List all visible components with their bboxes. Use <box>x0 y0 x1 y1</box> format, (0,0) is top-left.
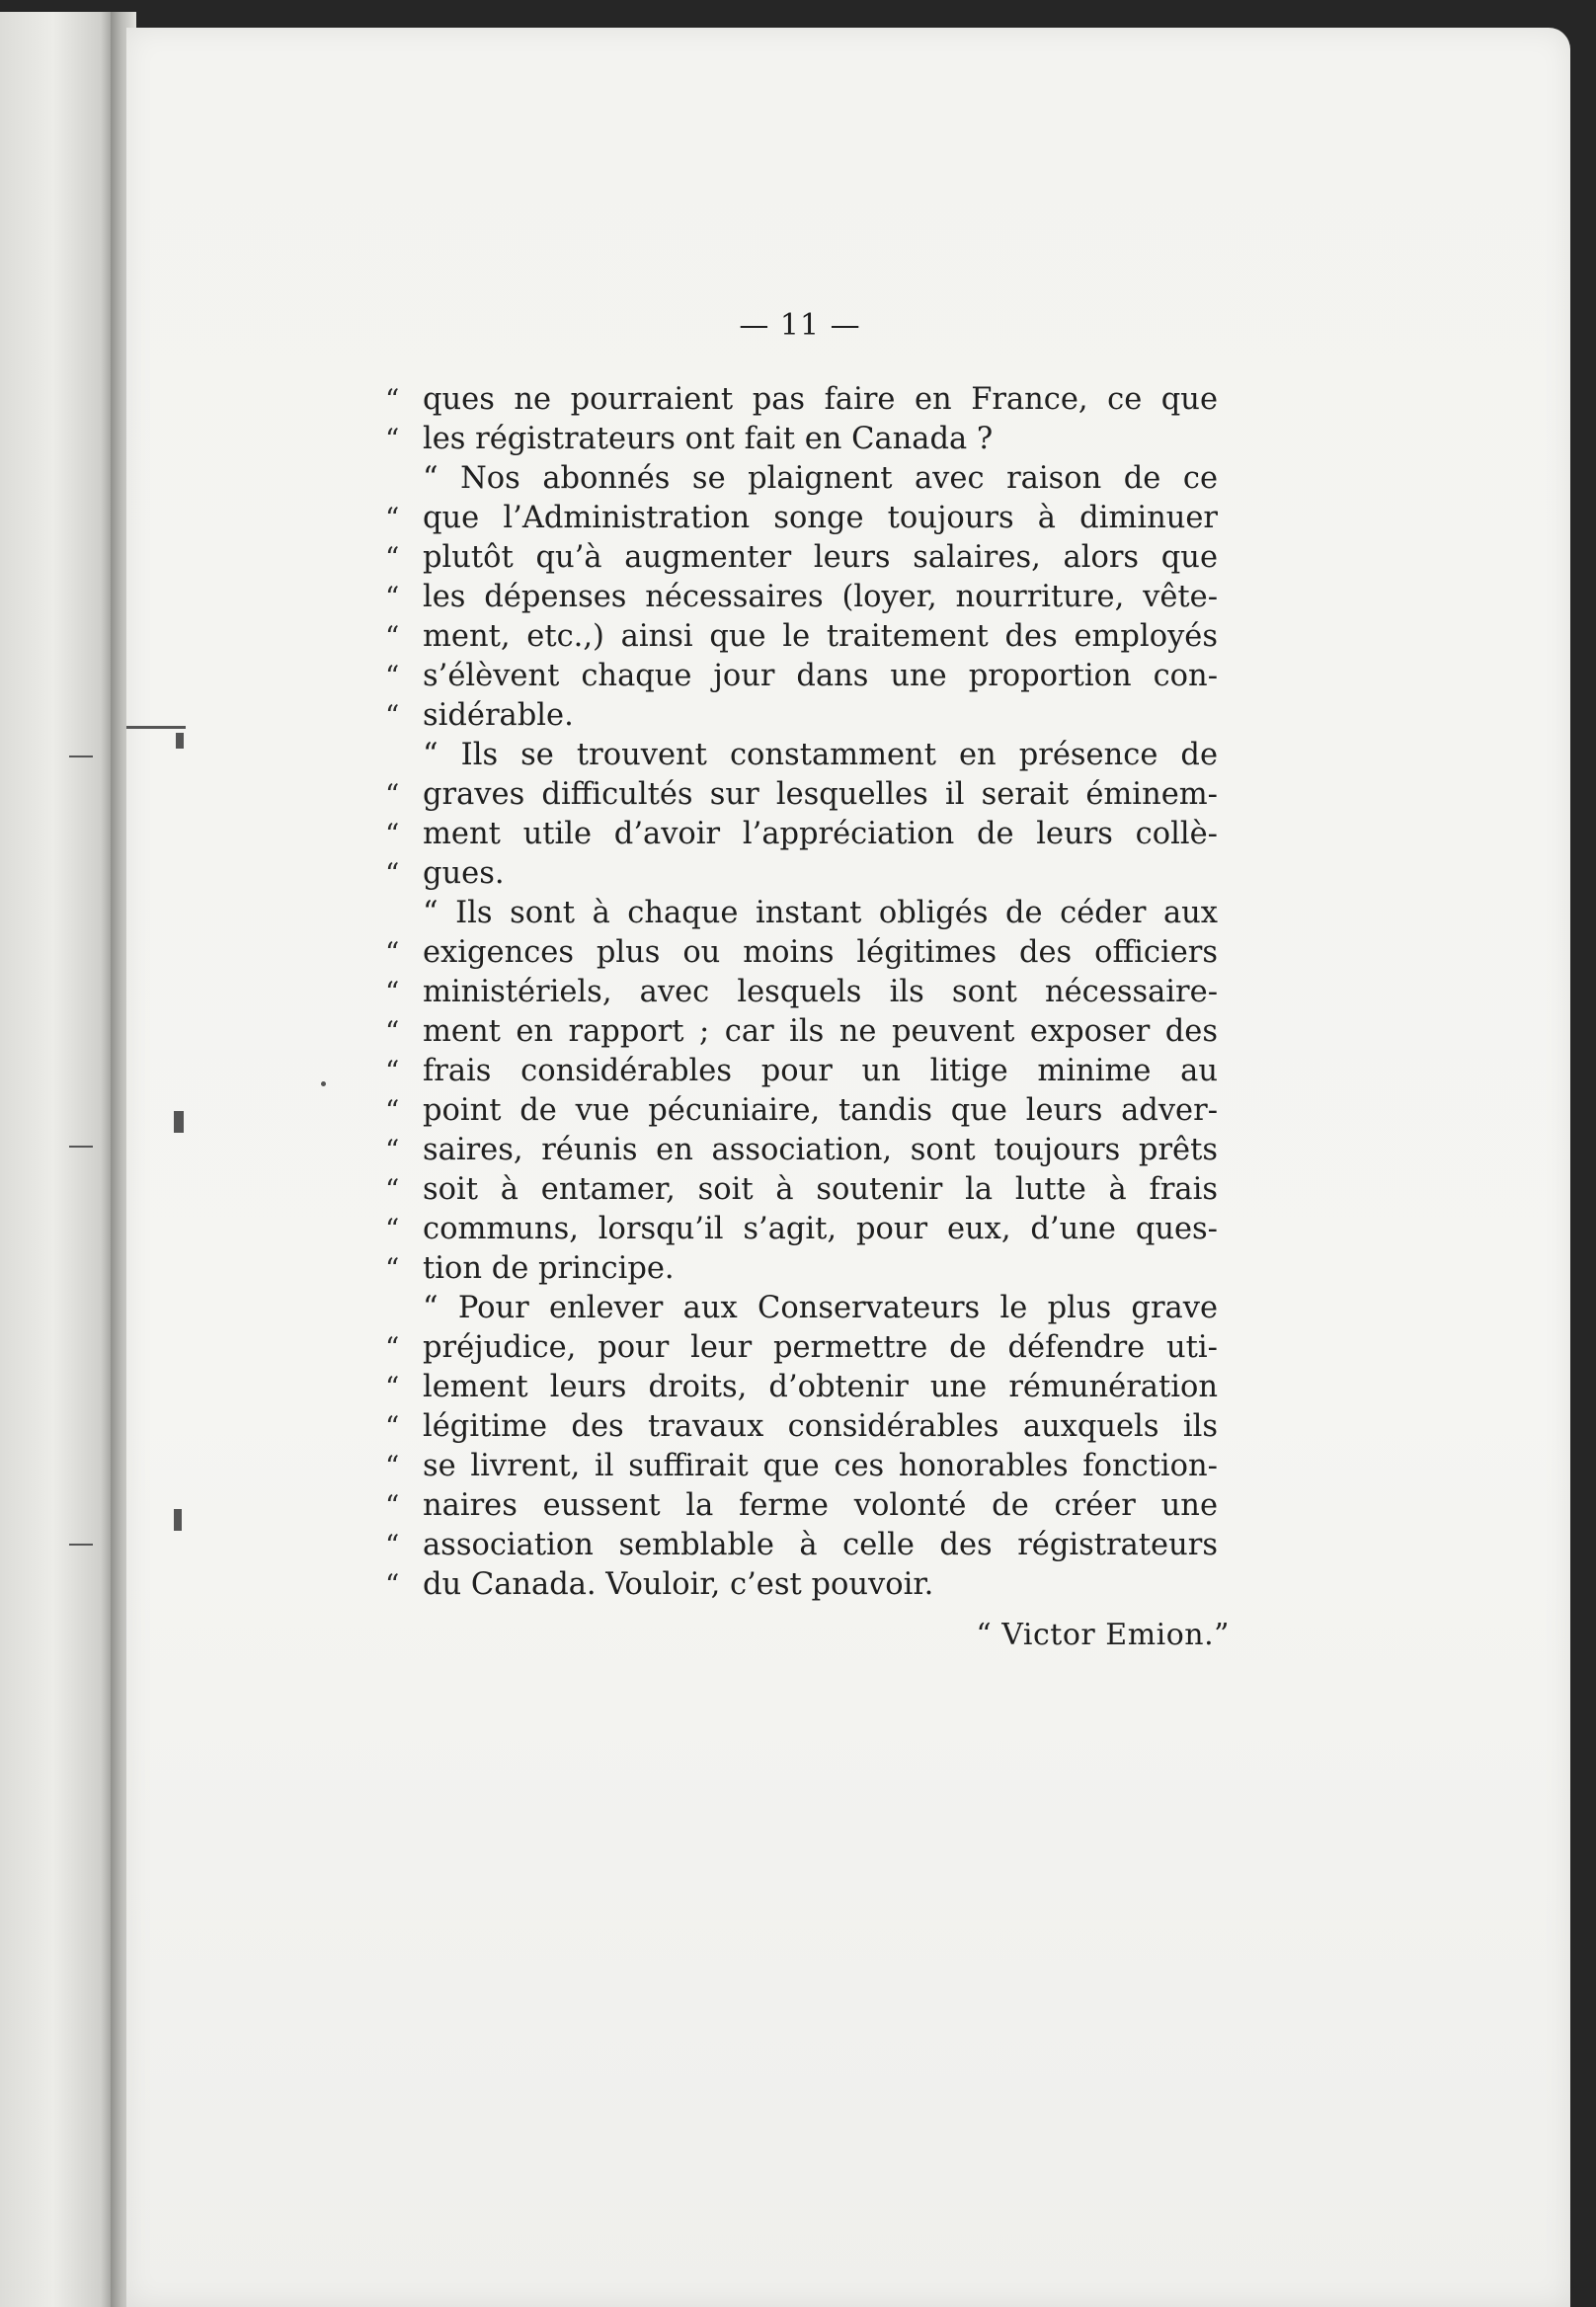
quote-mark: “ <box>385 1489 400 1522</box>
text-line: communs, lorsqu’il s’agit, pour eux, d’une ques- <box>423 1212 1218 1246</box>
text-line: lement leurs droits, d’obtenir une rémunération <box>423 1370 1218 1404</box>
text-line: point de vue pécuniaire, tandis que leurs adver- <box>423 1093 1218 1128</box>
text-line: ministériels, avec lesquels ils sont nécessaire- <box>423 975 1218 1009</box>
quote-mark: “ <box>385 541 400 574</box>
quote-mark: “ <box>385 1094 400 1127</box>
text-line: soit à entamer, soit à soutenir la lutte à frais <box>423 1172 1218 1207</box>
quote-mark: “ <box>385 1015 400 1048</box>
text-line: sidérable. <box>423 698 574 733</box>
text-line: plutôt qu’à augmenter leurs salaires, alors que <box>423 540 1218 575</box>
text-line: s’élèvent chaque jour dans une proportion con- <box>423 659 1218 693</box>
text-line: que l’Administration songe toujours à diminuer <box>423 501 1218 535</box>
text-line: association semblable à celle des régistrateurs <box>423 1528 1218 1562</box>
quote-mark: “ <box>385 857 400 890</box>
quote-mark: “ <box>385 1371 400 1403</box>
quote-mark: “ <box>385 502 400 534</box>
quote-mark: “ <box>385 423 400 455</box>
text-line: gues. <box>423 856 505 891</box>
text-line: du Canada. Vouloir, c’est pouvoir. <box>423 1567 934 1602</box>
quote-mark: “ <box>385 699 400 732</box>
text-line: “ Ils sont à chaque instant obligés de céder aux <box>423 896 1218 930</box>
text-line: “ Pour enlever aux Conservateurs le plus grave <box>423 1291 1218 1325</box>
quote-mark: “ <box>385 1331 400 1364</box>
quote-mark: “ <box>385 1450 400 1482</box>
quote-mark: “ <box>385 1213 400 1245</box>
quote-mark: “ <box>385 936 400 969</box>
text-line: naires eussent la ferme volonté de créer une <box>423 1488 1218 1523</box>
quote-mark: “ <box>385 581 400 613</box>
quote-mark: “ <box>385 383 400 416</box>
text-line: se livrent, il suffirait que ces honorables fonction- <box>423 1449 1218 1483</box>
quote-mark: “ <box>385 1173 400 1206</box>
text-line: “ Nos abonnés se plaignent avec raison de ce <box>423 461 1218 496</box>
text-line: saires, réunis en association, sont toujours prêts <box>423 1133 1218 1167</box>
quote-mark: “ <box>385 1410 400 1443</box>
text-line: exigences plus ou moins légitimes des officiers <box>423 935 1218 970</box>
text-line: légitime des travaux considérables auxquels ils <box>423 1409 1218 1444</box>
quote-mark: “ <box>385 660 400 692</box>
text-line: tion de principe. <box>423 1251 675 1286</box>
text-line: ment en rapport ; car ils ne peuvent exposer des <box>423 1014 1218 1049</box>
quote-mark: “ <box>385 1529 400 1561</box>
text-line: ment utile d’avoir l’appréciation de leurs collè- <box>423 817 1218 851</box>
page-number: — 11 — <box>739 308 861 343</box>
quote-mark: “ <box>385 778 400 811</box>
text-line: ques ne pourraient pas faire en France, ce que <box>423 382 1218 417</box>
quote-mark: “ <box>385 1055 400 1087</box>
quote-mark: “ <box>385 818 400 850</box>
text-line: ment, etc.,) ainsi que le traitement des employés <box>423 619 1218 654</box>
quote-mark: “ <box>385 620 400 653</box>
text-line: les régistrateurs ont fait en Canada ? <box>423 422 994 456</box>
signature: “ Victor Emion.” <box>976 1618 1230 1652</box>
text-line: les dépenses nécessaires (loyer, nourriture, vête- <box>423 580 1218 614</box>
text-line: frais considérables pour un litige minime au <box>423 1054 1218 1088</box>
quote-mark: “ <box>385 1252 400 1285</box>
text-line: “ Ils se trouvent constamment en présence de <box>423 738 1218 772</box>
text-line: préjudice, pour leur permettre de défendre uti- <box>423 1330 1218 1365</box>
quote-mark: “ <box>385 1568 400 1601</box>
text-line: graves difficultés sur lesquelles il serait éminem- <box>423 777 1218 812</box>
quote-mark: “ <box>385 976 400 1008</box>
quote-mark: “ <box>385 1134 400 1166</box>
